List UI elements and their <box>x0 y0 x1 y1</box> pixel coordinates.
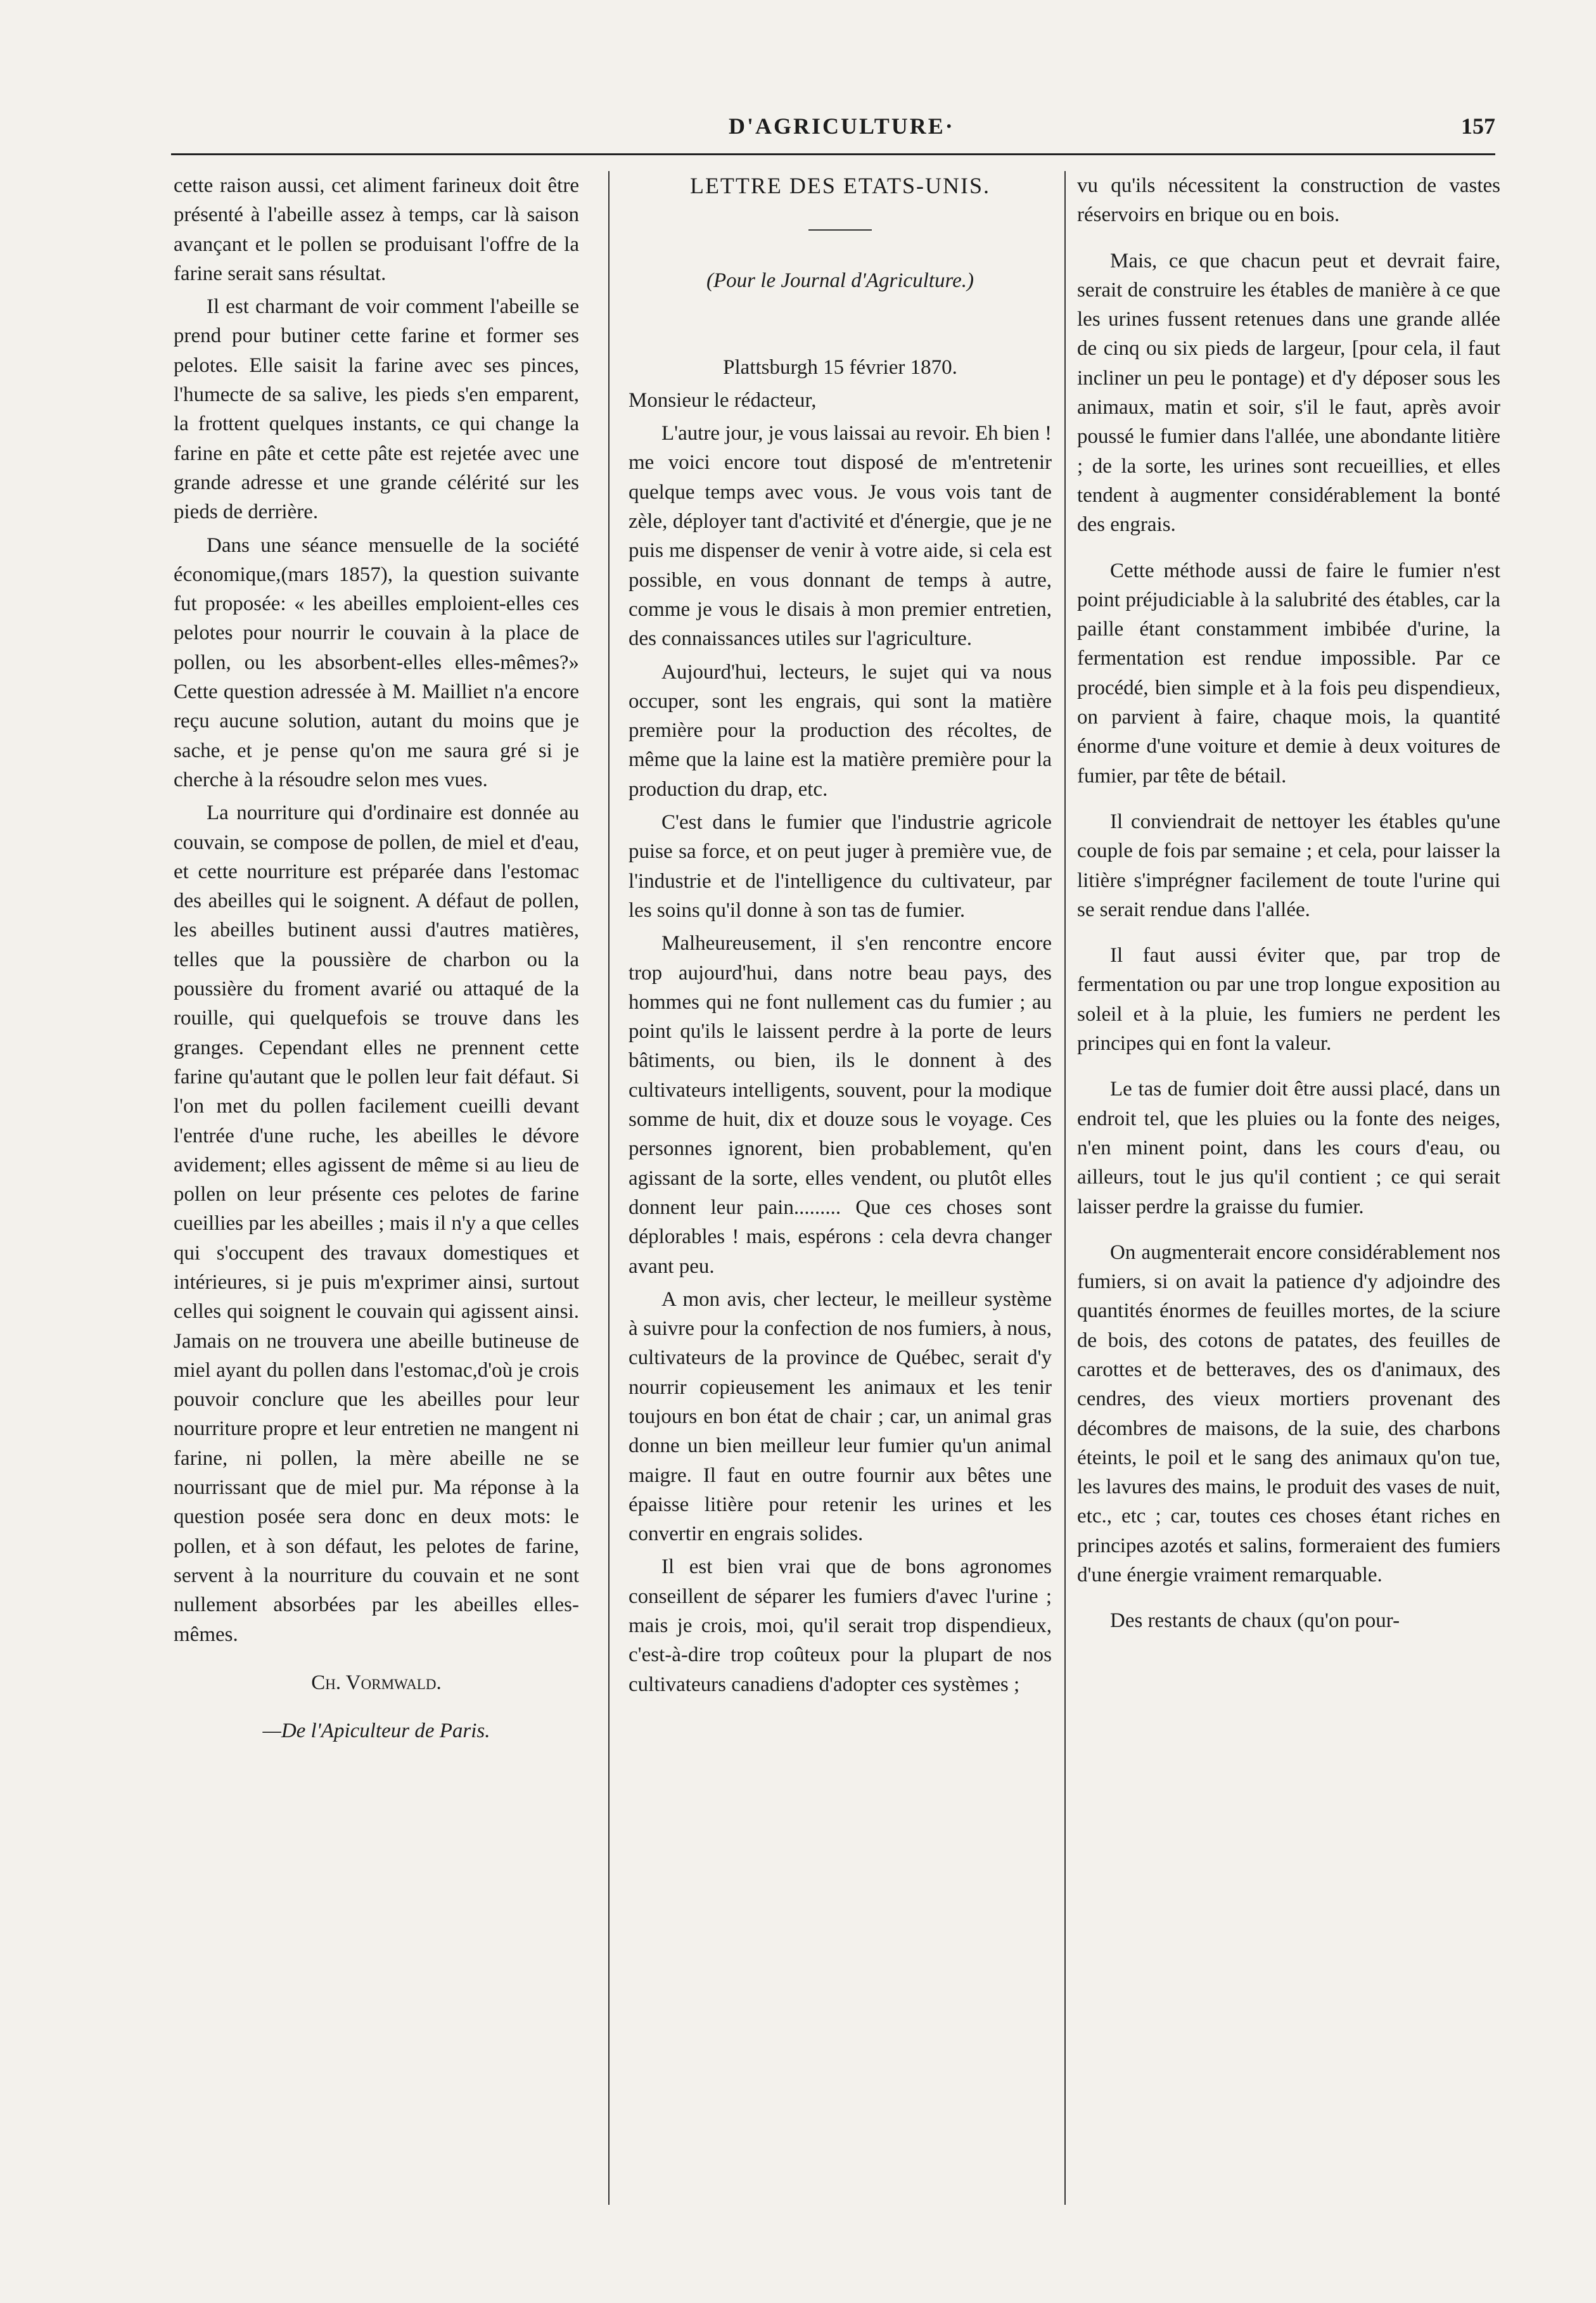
salutation: Monsieur le rédacteur, <box>629 388 817 412</box>
column-left <box>174 171 579 1745</box>
article-source: (Pour le Journal d'Agriculture.) <box>706 269 974 293</box>
column-right <box>1077 171 1500 1636</box>
paragraph: cette raison aussi, cet aliment farineux doit être présenté à l'abeille assez à temps, car là saison avançant et le pollen se produisant l'offre de la farine serait sans résultat. <box>174 174 579 285</box>
column-middle <box>629 171 1052 1699</box>
column-divider <box>1064 171 1066 2205</box>
paragraph: Aujourd'hui, lecteurs, le sujet qui va nous occuper, sont les engrais, qui sont la matière première pour la production des récoltes, de même que la laine est la matière première pour la production du drap, etc. <box>629 660 1052 801</box>
paragraph: Il est bien vrai que de bons agronomes conseillent de séparer les fumiers d'avec l'urine ; mais je crois, moi, qu'il serait trop dispendieux, c'est-à-dire trop coûteux pour la plupart de nos cultivateurs canadiens d'adopter ces systèmes ; <box>629 1555 1052 1696</box>
header-rule <box>171 153 1495 155</box>
paragraph: A mon avis, cher lecteur, le meilleur système à suivre pour la confection de nos fumiers, à nous, cultivateurs de la province de Québec, serait d'y nourrir copieusement les animaux et les tenir toujours en bon état de chair ; car, un animal gras donne un bien meilleur leur fumier qu'un animal maigre. Il faut en outre fournir aux bêtes une épaisse litière pour retenir les urines et les convertir en engrais solides. <box>629 1287 1052 1546</box>
running-title: D'AGRICULTURE· <box>729 113 955 139</box>
paragraph: Dans une séance mensuelle de la société économique,(mars 1857), la question suivante fut proposée: « les abeilles emploient-elles ces pelotes pour nourrir le couvain à la place de pollen, ou les absorbent-elles elles-mêmes?» Cette question adressée à M. Mailliet n'a encore reçu aucune solution, autant du moins que je sache, et je pense qu'on me saura gré si je cherche à la résoudre selon mes vues. <box>174 533 579 791</box>
paragraph: C'est dans le fumier que l'industrie agricole puise sa force, et on peut juger à première vue, de l'industrie et de l'intelligence du cultivateur, par les soins qu'il donne à son tas de fumier. <box>629 811 1052 922</box>
paragraph: L'autre jour, je vous laissai au revoir. Eh bien ! me voici encore tout disposé de m'entretenir quelque temps avec vous. Je vous vois tant de zèle, déployer tant d'activité et d'énergie, que je ne puis me dispenser de venir à votre aide, si cela est possible, en vous donnant de temps à autre, comme je vous le disais à mon premier entretien, des connaissances utiles sur l'agriculture. <box>629 422 1052 651</box>
paragraph: Il conviendrait de nettoyer les étables qu'une couple de fois par semaine ; et cela, pour laisser la litière s'imprégner facilement de toute l'urine qui se serait rendue dans l'allée. <box>1077 810 1500 921</box>
paragraph: Malheureusement, il s'en rencontre encore trop aujourd'hui, dans notre beau pays, des hommes qui ne font nullement cas du fumier ; au point qu'ils le laissent perdre à la porte de leurs bâtiments, ou bien, ils le donnent à des cultivateurs intelligents, souvent, pour la modique somme de huit, dix et douze sous le voyage. Ces personnes ignorent, bien probablement, qu'en agissant de la sorte, elles vendent, ou plutôt elles donnent leur pain......... Que ces choses sont déplorables ! mais, espérons : cela devra changer avant peu. <box>629 932 1052 1278</box>
paragraph: On augmenterait encore considérablement nos fumiers, si on avait la patience d'y adjoindre des quantités énormes de feuilles mortes, de la sciure de bois, des cotons de patates, des feuilles de carottes et de betteraves, des os d'animaux, des cendres, des vieux mortiers provenant des décombres de maisons, de la suie, des charbons éteints, le poil et le sang des animaux qu'on tue, les lavures des mains, le produit des vases de nuit, etc., etc ; car, toutes ces choses étant riches en principes azotés et salins, formeraient des fumiers d'une énergie vraiment remarquable. <box>1077 1241 1500 1587</box>
paragraph: Il est charmant de voir comment l'abeille se prend pour butiner cette farine et former ses pelotes. Elle saisit la farine avec ses pinces, l'humecte de sa salive, les pieds s'en emparent, la frottent quelques instants, ce qui change la farine en pâte et cette pâte est rejetée avec une grande adresse et une grande célérité sur les pieds de derrière. <box>174 295 579 524</box>
column-divider <box>608 171 610 2205</box>
dateline: Plattsburgh 15 février 1870. <box>723 355 957 379</box>
page-header <box>171 108 1495 146</box>
paragraph: Il faut aussi éviter que, par trop de fermentation ou par une trop longue exposition au soleil et à la pluie, les fumiers ne perdent les principes qui en font la valeur. <box>1077 944 1500 1056</box>
author-signature: Ch. Vormwald. <box>311 1671 442 1694</box>
article-title: LETTRE DES ETATS-UNIS. <box>689 173 991 198</box>
paragraph: Cette méthode aussi de faire le fumier n'est point préjudiciable à la salubrité des étables, car la paille étant constamment imbibée d'urine, la fermentation est rendue impossible. Par ce procédé, bien simple et à la fois peu dispendieux, on parvient à faire, chaque mois, la quantité énorme d'une voiture et demie à deux voitures de fumier, par tête de bétail. <box>1077 559 1500 788</box>
page-number: 157 <box>1461 113 1495 139</box>
paragraph: Des restants de chaux (qu'on pour- <box>1110 1609 1400 1633</box>
paragraph: La nourriture qui d'ordinaire est donnée au couvain, se compose de pollen, de miel et d'eau, et cette nourriture est préparée dans l'estomac des abeilles qui le soignent. A défaut de pollen, les abeilles butinent aussi d'autres matières, telles que la poussière de charbon ou la poussière du froment avarié ou attaqué de la rouille, qui quelquefois se trouve dans les granges. Cependant elles ne prennent cette farine qu'autant que le pollen leur fait défaut. Si l'on met du pollen facilement cueilli devant l'entrée d'une ruche, les abeilles le dévore avidement; elles agissent de même si au lieu de pollen on leur présente ces pelotes de farine cueillies par les abeilles ; mais il n'y a que celles qui s'occupent des travaux domestiques et intérieures, si je puis m'exprimer ainsi, surtout celles qui soignent le couvain qui agissent ainsi. Jamais on ne trouvera une abeille butineuse de miel ayant du pollen dans l'estomac,d'où je crois pouvoir conclure que les abeilles pour leur nourriture propre et leur entretien ne mangent ni farine, ni pollen, la mère abeille ne se nourrissant que de miel pur. Ma réponse à la question posée sera donc en deux mots: le pollen, et à son défaut, les pelotes de farine, servent à la nourriture du couvain et ne sont nullement absorbées par les abeilles elles-mêmes. <box>174 801 579 1646</box>
paragraph: Le tas de fumier doit être aussi placé, dans un endroit tel, que les pluies ou la fonte des neiges, n'en minent point, dans les cours d'eau, ou ailleurs, tout le jus qu'il contient ; ce qui serait laisser perdre la graisse du fumier. <box>1077 1078 1500 1218</box>
paragraph: vu qu'ils nécessitent la construction de vastes réservoirs en brique ou en bois. <box>1077 174 1500 227</box>
paragraph: Mais, ce que chacun peut et devrait faire, serait de construire les étables de manière à ce que les urines fussent retenues dans une grande allée de cinq ou six pieds de largeur, [pour cela, il faut incliner un peu le pontage) et d'y déposer sous les animaux, matin et soir, s'il le faut, après avoir poussé le fumier dans l'allée, une abondante litière ; de la sorte, les urines sont recueillies, et elles tendent à augmenter considérablement la bonté des engrais. <box>1077 249 1500 537</box>
title-rule <box>808 229 872 231</box>
source-credit: —De l'Apiculteur de Paris. <box>262 1719 490 1743</box>
